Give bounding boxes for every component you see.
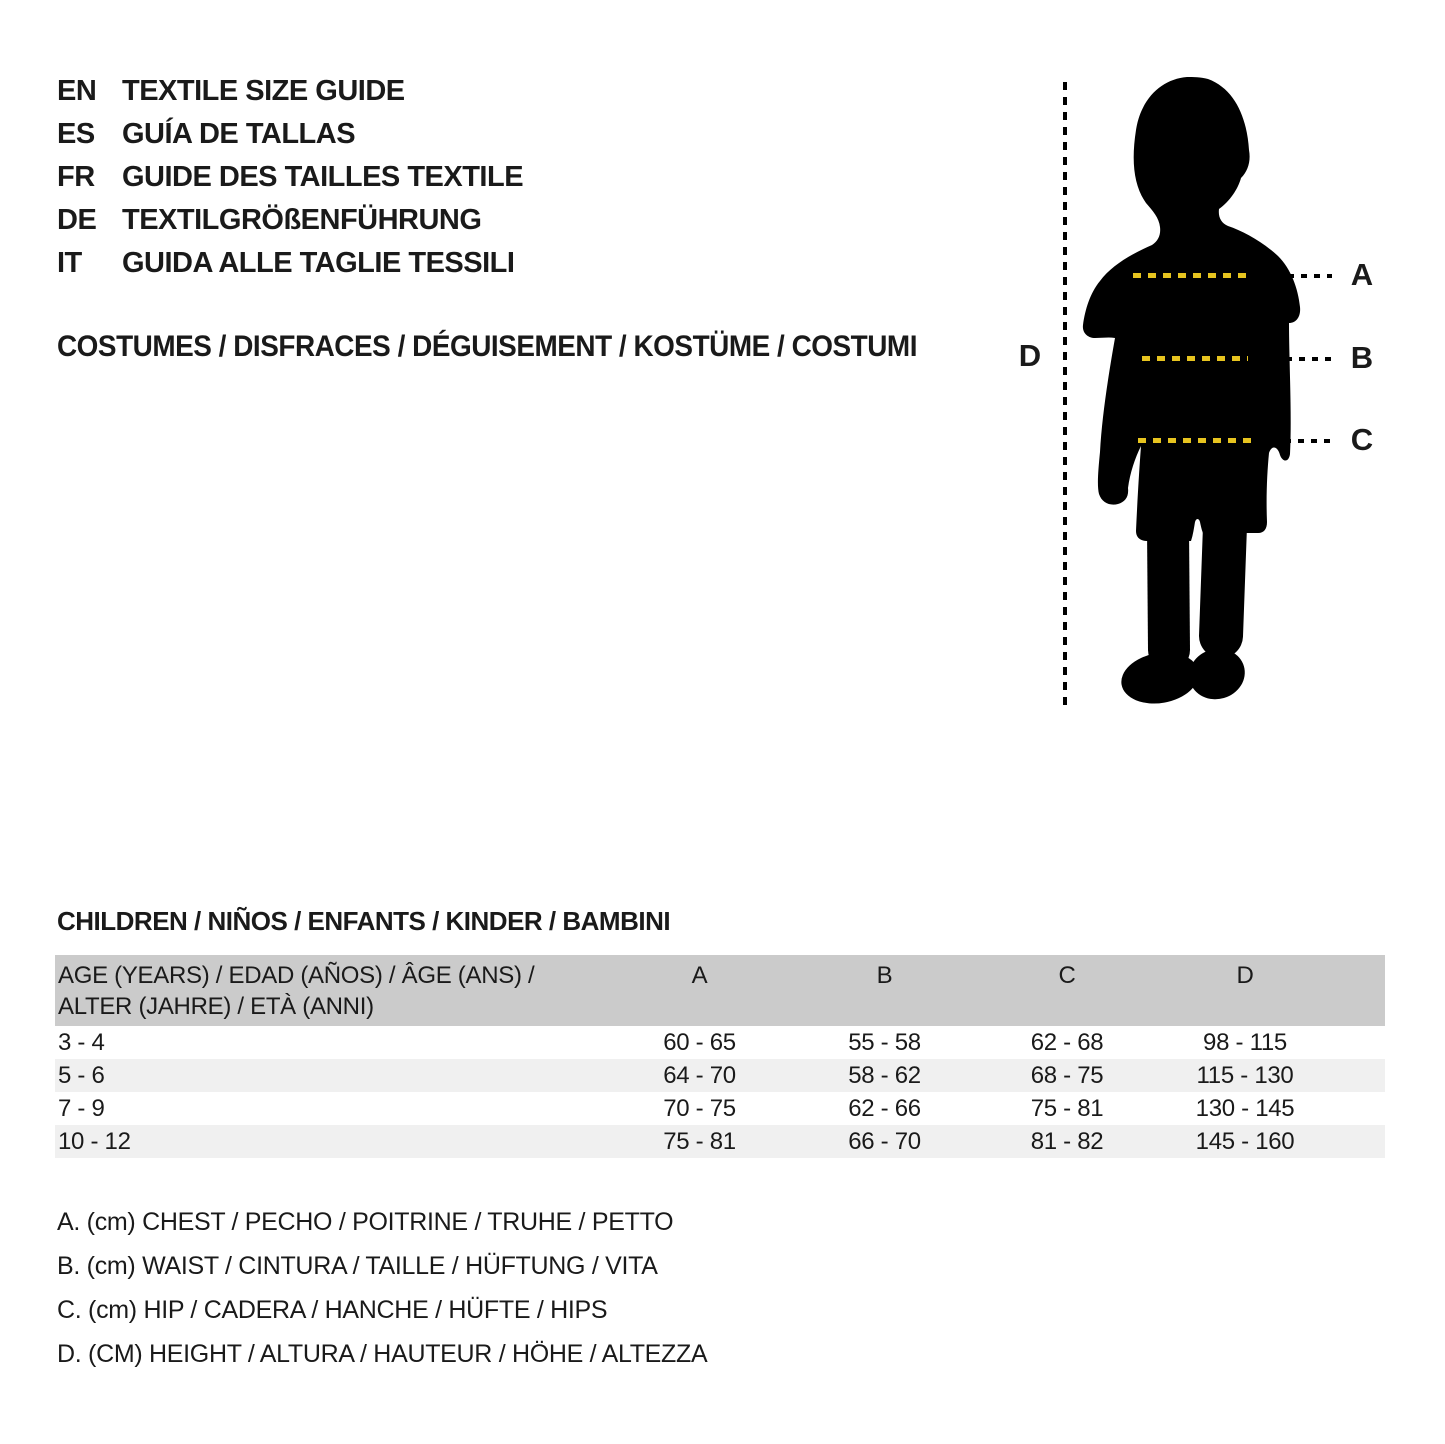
hip-connector-dots [1285,439,1332,443]
age-cell: 10 - 12 [58,1127,131,1155]
waist-measure-line [1142,356,1248,361]
language-row-fr [57,156,523,199]
age-cell: 5 - 6 [58,1061,105,1089]
right-shoe-shape [1183,642,1251,705]
column-header-filler [1333,955,1385,1026]
measurement-legend [57,1200,707,1376]
height-cell: 145 - 160 [1195,1127,1295,1155]
language-row-de [57,199,523,242]
waist-cell: 58 - 62 [848,1061,921,1089]
height-cell: 130 - 145 [1195,1094,1295,1122]
language-title: TEXTILGRÖßENFÜHRUNG [122,204,482,236]
hip-cell: 62 - 68 [1030,1028,1104,1056]
size-table [55,955,1385,1158]
child-body-shape [1083,77,1300,541]
table-header-row [55,955,1385,1026]
height-cell: 98 - 115 [1203,1028,1287,1056]
measure-label-waist: B [1350,340,1374,375]
language-title: GUIDA ALLE TAGLIE TESSILI [122,247,515,279]
age-cell: 3 - 4 [58,1028,105,1056]
waist-connector-dots [1286,357,1332,361]
chest-measure-line [1133,273,1253,278]
column-header-d: D [1157,955,1333,1026]
height-cell: 115 - 130 [1196,1061,1294,1089]
chest-cell: 60 - 65 [663,1028,736,1056]
chest-cell: 75 - 81 [663,1127,736,1155]
measure-label-chest: A [1350,257,1374,292]
hip-measure-line [1138,438,1255,443]
table-row [55,1059,1385,1092]
chest-connector-dots [1288,274,1332,278]
waist-cell: 62 - 66 [848,1094,921,1122]
age-header-line1: AGE (YEARS) / EDAD (AÑOS) / ÂGE (ANS) / [58,962,535,989]
legend-hip: C. (cm) HIP / CADERA / HANCHE / HÜFTE / HIPS [57,1296,608,1324]
chest-cell: 70 - 75 [663,1094,736,1122]
column-header-a: A [607,955,792,1026]
legend-chest: A. (cm) CHEST / PECHO / POITRINE / TRUHE / PETTO [57,1208,674,1236]
measure-label-height: D [1018,338,1042,373]
chest-cell: 64 - 70 [663,1061,736,1089]
language-code: EN [57,75,97,107]
age-header-line2: ALTER (JAHRE) / ETÀ (ANNI) [58,993,374,1020]
table-row [55,1125,1385,1158]
waist-cell: 55 - 58 [848,1028,921,1056]
language-code: IT [57,247,82,279]
language-row-es [57,113,523,156]
measure-label-hip: C [1350,422,1374,457]
language-row-en [57,70,523,113]
table-row [55,1092,1385,1125]
language-title: GUÍA DE TALLAS [122,118,356,150]
table-row [55,1026,1385,1059]
legend-height: D. (CM) HEIGHT / ALTURA / HAUTEUR / HÖHE / ALTEZZA [57,1340,708,1368]
right-leg-shape [1221,526,1225,636]
hip-cell: 81 - 82 [1030,1127,1104,1155]
height-measure-dashed-line [1063,82,1067,712]
table-section-title: CHILDREN / NIÑOS / ENFANTS / KINDER / BAMBINI [57,906,671,936]
language-code: DE [57,204,97,236]
language-row-it [57,242,523,285]
waist-cell: 66 - 70 [848,1127,921,1155]
language-title: GUIDE DES TAILLES TEXTILE [122,161,524,193]
language-title: TEXTILE SIZE GUIDE [122,75,405,107]
language-code: FR [57,161,95,193]
column-header-c: C [977,955,1157,1026]
left-leg-shape [1168,528,1169,650]
language-code: ES [57,118,95,150]
language-title-list [57,70,523,285]
child-silhouette [1080,70,1310,720]
age-cell: 7 - 9 [58,1094,105,1122]
legend-waist: B. (cm) WAIST / CINTURA / TAILLE / HÜFTUNG / VITA [57,1252,658,1280]
column-header-b: B [792,955,977,1026]
age-column-header [55,955,607,1026]
hip-cell: 68 - 75 [1030,1061,1104,1089]
category-title: COSTUMES / DISFRACES / DÉGUISEMENT / KOSTÜME / COSTUMI [57,330,918,363]
hip-cell: 75 - 81 [1030,1094,1104,1122]
